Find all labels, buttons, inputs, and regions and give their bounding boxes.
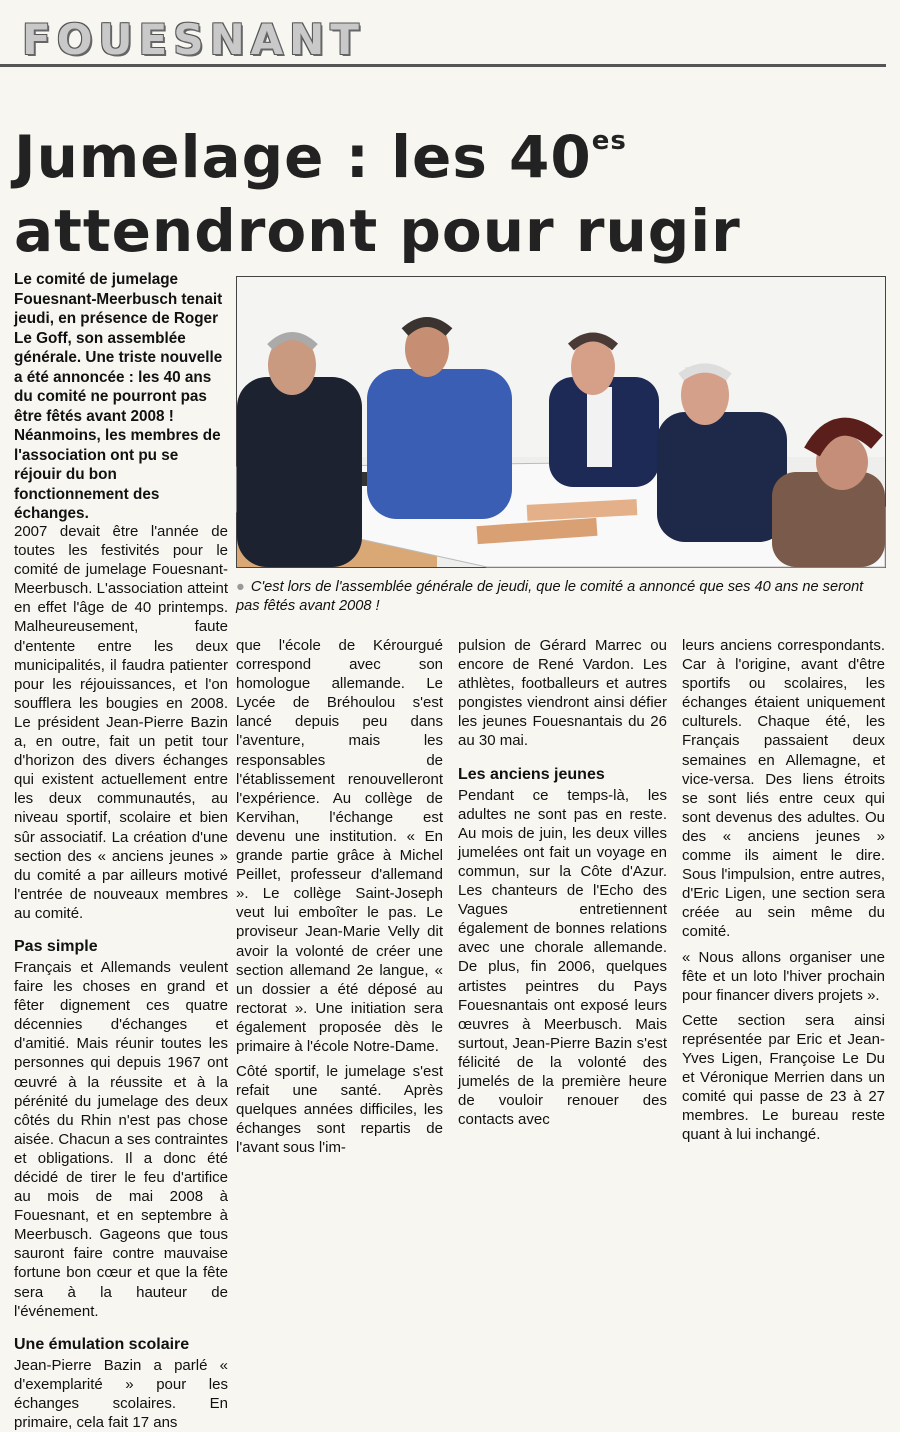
caption-bullet-icon: ●	[236, 579, 245, 595]
column-2-paragraph-2: Côté sportif, le jumelage s'est refait une santé. Après quelques années difficiles, les échanges sont repartis de l'avant sous l'im-	[236, 1063, 443, 1157]
meeting-photo-illustration	[237, 277, 885, 567]
article-column-2	[236, 636, 443, 1164]
column-3-paragraph-1: pulsion de Gérard Marrec ou encore de René Vardon. Les athlètes, footballeurs et autres pongistes viendront ainsi défier les jeunes Fouesnantais du 26 au 30 mai.	[458, 637, 667, 750]
column-1-paragraph-3: Jean-Pierre Bazin a parlé « d'exemplarité » pour les échanges scolaires. En primaire, cela fait 17 ans	[14, 1356, 228, 1432]
column-3-paragraph-2: Pendant ce temps-là, les adultes ne sont pas en reste. Au mois de juin, les deux villes jumelées ont fait un voyage en commun, sur la Côte d'Azur. Les chanteurs de l'Echo des Vagues entretiennent également de bonnes relations avec une chorale allemande. De plus, fin 2006, quelques artistes peintres du Pays Fouesnantais ont exposé leurs œuvres à Meerbusch. Mais surtout, Jean-Pierre Bazin s'est félicité de la volonté des jumelés de la première heure de vouloir renouer des contacts avec	[458, 786, 667, 1129]
column-1-paragraph-1: 2007 devait être l'année de toutes les festivités pour le comité de jumelage Fouesnant-Meerbusch. L'association atteint en effet l'âge de 40 printemps. Malheureusement, faute d'entente entre les deux municipalités, il faudra patienter pour les réjouissances, et l'on soufflera les bougies en 2008. Le président Jean-Pierre Bazin a, en outre, fait un petit tour d'horizon des divers échanges qui existent actuellement entre les deux communautés, au niveau sportif, scolaire et bien sûr associatif. La création d'une section des « anciens jeunes » du comité a par ailleurs motivé l'entrée de nouveaux membres au comité.	[14, 523, 228, 922]
article-column-1	[14, 522, 228, 1432]
headline-line2: attendront pour rugir	[14, 197, 741, 265]
article-column-4	[682, 636, 885, 1150]
section-title: FOUESNANT	[22, 15, 365, 64]
column-4-paragraph-3: Cette section sera ainsi représentée par Eric et Jean-Yves Ligen, Françoise Le Du et Véronique Merrien dans un comité qui passe de 23 à 27 membres. Le bureau reste quant à lui inchangé.	[682, 1011, 885, 1144]
column-2-paragraph-1: que l'école de Kérourgué correspond avec son homologue allemande. Le Lycée de Bréhoulou s'est lancé depuis peu dans l'aventure, mais les responsables de l'établissement renouvelleront l'expérience. Au collège de Kervihan, l'échange est devenu une institution. « En grande partie grâce à Michel Peillet, professeur d'allemand ». Le collège Saint-Joseph veut lui emboîter le pas. Le proviseur Jean-Marie Velly dit avoir la volonté de créer une section allemand 2e langue, « un dossier a été déposé au rectorat ». Une initiation sera également proposée dès le primaire à l'école Notre-Dame.	[236, 637, 443, 1055]
section-divider	[0, 64, 886, 67]
subheading-anciens-jeunes: Les anciens jeunes	[458, 765, 605, 783]
caption-text: C'est lors de l'assemblée générale de jeudi, que le comité a annoncé que ses 40 ans ne seront pas fêtés avant 2008 !	[236, 579, 864, 614]
meeting-photo	[236, 276, 886, 568]
subheading-pas-simple: Pas simple	[14, 937, 98, 955]
headline-line1: Jumelage : les 40	[14, 123, 592, 191]
column-1-paragraph-2: Français et Allemands veulent faire les choses en grand et fêter dignement ces quatre décennies d'échanges et d'amitié. Mais réunir toutes les personnes qui depuis 1967 ont œuvré à la réussite et à la pérénité du jumelage des deux côtés du Rhin n'est pas chose aisée. Chacun a ses contraintes et obligations. Il a donc été décidé de tirer le feu d'artifice au mois de mai 2008 à Fouesnant, et en septembre à Meerbusch. Gageons que tous sauront faire contre mauvaise fortune bon cœur et que la fête sera à la hauteur de l'événement.	[14, 958, 228, 1320]
subheading-emulation-scolaire: Une émulation scolaire	[14, 1335, 190, 1353]
article-lede: Le comité de jumelage Fouesnant-Meerbusch tenait jeudi, en présence de Roger Le Goff, son assemblée générale. Une triste nouvelle a été annoncée : les 40 ans du comité ne pourront pas être fêtés avant 2008 ! Néanmoins, les membres de l'association ont pu se réjouir du bon fonctionnement des échanges.	[14, 271, 223, 522]
column-4-paragraph-1: leurs anciens correspondants. Car à l'origine, avant d'être sportifs ou scolaires, les échanges étaient uniquement culturels. Chaque été, les Français passaient deux semaines en Allemagne, et vice-versa. Des liens étroits se sont liés entre ceux qui sont devenus des adultes. Ou des « anciens jeunes » comme ils aiment le dire. Sous l'impulsion, entre autres, d'Eric Ligen, une section sera créée au sein même du comité.	[682, 637, 885, 941]
photo-caption	[236, 578, 884, 616]
article-column-3	[458, 636, 667, 1135]
headline	[14, 104, 884, 268]
headline-superscript: es	[591, 126, 627, 156]
column-4-paragraph-2: « Nous allons organiser une fête et un loto l'hiver prochain pour financer divers projets ».	[682, 948, 885, 1004]
